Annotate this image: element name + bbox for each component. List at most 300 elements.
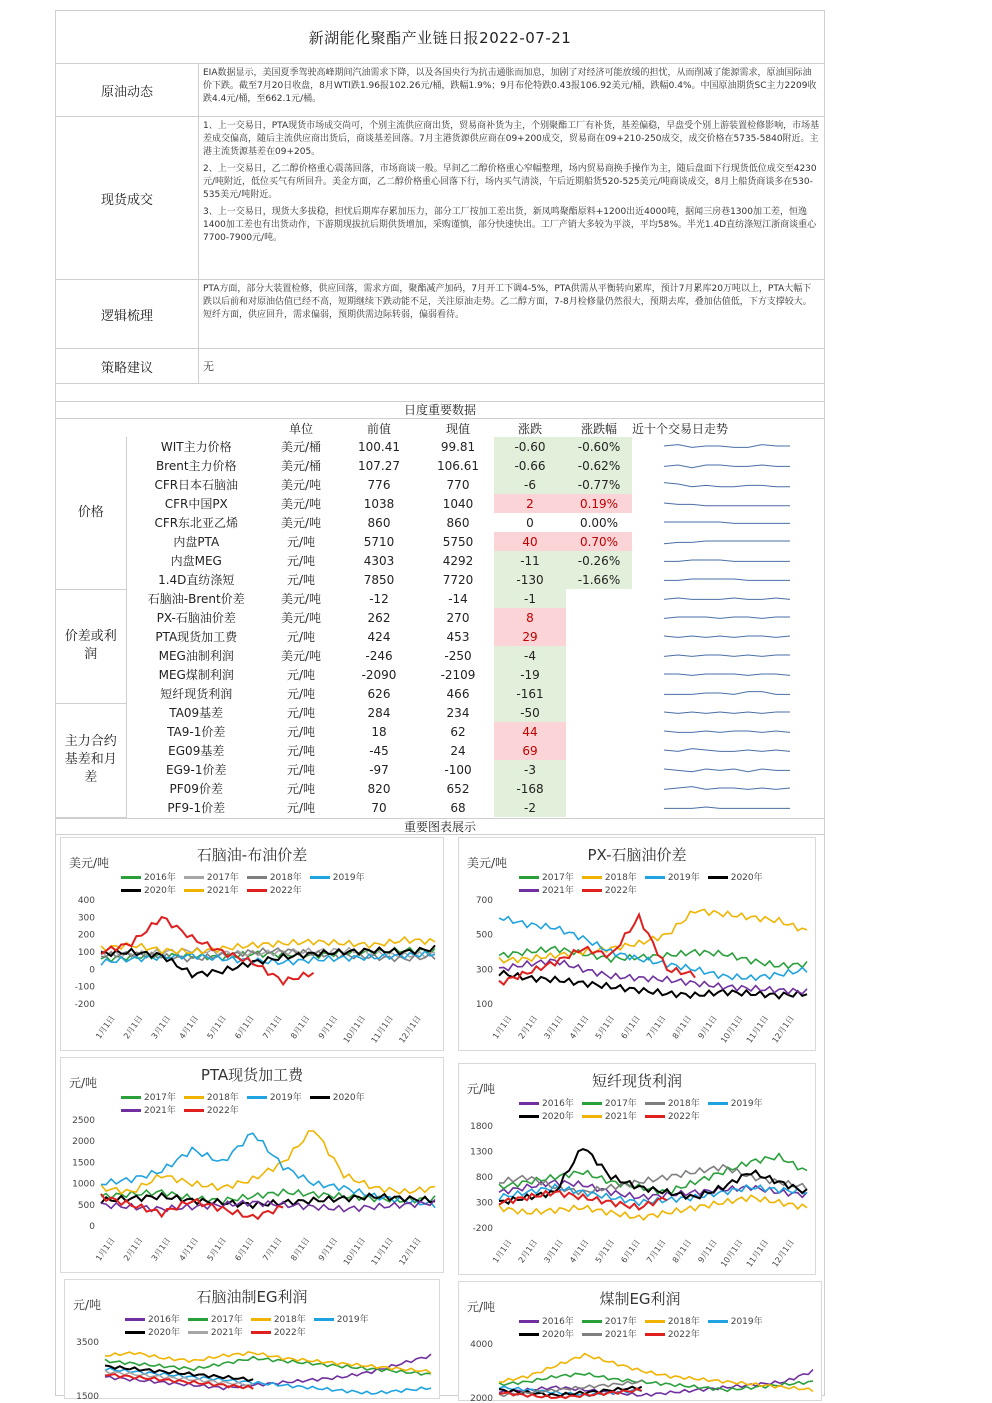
table-row <box>56 513 824 532</box>
y-tick-label: -100 <box>74 982 95 993</box>
cur-value: 860 <box>446 515 470 530</box>
table-row <box>56 779 824 798</box>
x-tick-label: 4月1日 <box>568 1013 591 1041</box>
sparkline <box>658 779 798 795</box>
prev-value: 70 <box>371 800 387 815</box>
x-tick-label: 11月1日 <box>369 1013 395 1045</box>
legend-label: 2017年 <box>210 1314 243 1325</box>
legend-label: 2018年 <box>206 1092 239 1103</box>
paragraph: 3、上一交易日，现货大多拔稳，担忧后期库存累加压力，部分工厂按加工差出货，新凤鸣聚酯原料+1200出近4000吨，据闻三房巷1300加工差，恒逸1400加工差也有出货动作，下游期现拔抗后期供货增加，采购谨慎，部分快速快出。工厂产销大多较为平淡，平均58%。半光1.4D直纺涤短江浙商谈重心7700-7900元/吨。 <box>203 207 817 243</box>
sparkline-path <box>664 769 790 772</box>
chart-svg <box>459 1064 817 1276</box>
x-tick-label: 4月1日 <box>568 1237 591 1265</box>
legend-label: 2022年 <box>604 885 637 896</box>
x-tick-label: 4月1日 <box>177 1013 201 1041</box>
cur-value: -2109 <box>440 667 476 682</box>
unit-cell: 元/吨 <box>286 554 316 568</box>
sparkline-path <box>664 807 790 808</box>
daily-data-table <box>56 419 824 818</box>
table-row <box>56 741 824 760</box>
prev-value: 100.41 <box>358 439 400 454</box>
sparkline <box>658 513 798 529</box>
table-row <box>56 684 824 703</box>
y-tick-label: 2000 <box>470 1393 493 1402</box>
chart-svg <box>61 838 445 1052</box>
x-tick-label: 8月1日 <box>670 1237 694 1265</box>
x-tick-label: 5月1日 <box>205 1235 228 1263</box>
sparkline-path <box>664 598 790 599</box>
table-row <box>56 456 824 475</box>
x-tick-label: 12月1日 <box>397 1235 423 1267</box>
sparkline-cell <box>632 703 824 722</box>
sparkline-path <box>664 560 790 561</box>
spacer <box>56 384 824 402</box>
sparkline-path <box>664 787 790 790</box>
y-tick-label: -200 <box>472 1223 493 1234</box>
change-value: -50 <box>494 703 566 722</box>
cur-value: -250 <box>444 648 472 663</box>
sparkline-cell <box>632 741 824 760</box>
series-line <box>499 1353 813 1391</box>
sparkline-path <box>664 522 790 523</box>
prev-value: 7850 <box>363 572 395 587</box>
legend-label: 2019年 <box>730 1316 763 1327</box>
section-crude <box>56 64 824 117</box>
change-pct <box>566 722 632 741</box>
sparkline-path <box>664 445 790 448</box>
sparkline-cell <box>632 665 824 684</box>
unit-cell: 元/吨 <box>286 668 316 682</box>
sparkline-path <box>664 655 790 656</box>
change-value: -6 <box>494 475 566 494</box>
legend-label: 2021年 <box>210 1327 243 1338</box>
x-tick-label: 1月1日 <box>94 1013 117 1041</box>
paragraph: EIA数据显示，美国夏季驾驶高峰期间汽油需求下降，以及各国央行为抗击通胀而加息，加剧了对经济可能放缓的担忧，从而削减了能源需求，原油国际油价下跌。截至7月20日收盘，8月WTI跌1.96报102.26元/桶，跌幅1.9%；9月布伦特跌0.43报106.92美元/桶，跌幅0.4%。中国原油期货SC主力2209收跌4.4元/桶，至662.1元/桶。 <box>203 68 817 104</box>
column-header: 现值 <box>445 421 470 436</box>
prev-value: 5710 <box>363 534 395 549</box>
section-text <box>199 280 824 348</box>
y-tick-label: 1300 <box>470 1147 493 1157</box>
legend-label: 2019年 <box>667 872 700 883</box>
item-name: 内盘MEG <box>170 554 222 568</box>
legend-label: 2022年 <box>269 885 302 896</box>
x-tick-label: 6月1日 <box>233 1013 256 1041</box>
change-value: 29 <box>494 627 566 646</box>
legend-label: 2022年 <box>206 1105 239 1116</box>
y-tick-label: 300 <box>475 1198 493 1208</box>
legend-label: 2021年 <box>144 1105 176 1116</box>
item-name: WIT主力价格 <box>160 440 232 454</box>
legend-label: 2017年 <box>604 1316 637 1327</box>
legend-label: 2020年 <box>730 872 763 883</box>
sparkline-path <box>664 692 790 695</box>
sparkline-path <box>664 731 790 732</box>
table-row <box>56 703 824 722</box>
prev-value: 262 <box>367 610 391 625</box>
prev-value: 776 <box>367 477 391 492</box>
cur-value: 62 <box>450 724 466 739</box>
change-pct: 0.70% <box>566 532 632 551</box>
legend-label: 2017年 <box>542 872 574 883</box>
column-header: 前值 <box>366 421 391 436</box>
sparkline <box>658 646 798 662</box>
y-tick-label: 200 <box>77 930 95 941</box>
series-line <box>499 970 807 998</box>
item-name: 1.4D直纺涤短 <box>158 573 235 587</box>
change-value: 69 <box>494 741 566 760</box>
x-tick-label: 6月1日 <box>233 1235 256 1263</box>
sparkline-cell <box>632 437 824 456</box>
series-line <box>105 1351 431 1372</box>
cur-value: 24 <box>450 743 466 758</box>
item-name: 内盘PTA <box>173 535 220 549</box>
sparkline-path <box>664 749 790 752</box>
sparkline <box>658 703 798 719</box>
legend-label: 2018年 <box>667 1316 700 1327</box>
unit-cell: 美元/吨 <box>280 478 322 492</box>
table-row <box>56 494 824 513</box>
x-tick-label: 2月1日 <box>516 1013 540 1041</box>
sparkline-path <box>664 617 790 618</box>
cur-value: 7720 <box>442 572 474 587</box>
x-tick-label: 5月1日 <box>593 1237 617 1265</box>
legend-label: 2018年 <box>269 872 302 883</box>
legend-label: 2020年 <box>148 1327 180 1338</box>
item-name: TA09基差 <box>169 706 224 720</box>
cur-value: 4292 <box>442 553 474 568</box>
sparkline-path <box>664 712 790 713</box>
chart-title: 短纤现货利润 <box>591 1071 682 1090</box>
legend-label: 2018年 <box>667 1098 700 1109</box>
change-pct: 0.00% <box>579 515 619 530</box>
chart-title: 石脑油制EG利润 <box>196 1287 308 1306</box>
legend-label: 2021年 <box>604 1329 637 1340</box>
item-name: EG09基差 <box>168 744 225 758</box>
legend-label: 2021年 <box>604 1111 637 1122</box>
y-tick-label: 100 <box>77 947 95 958</box>
unit-cell: 元/吨 <box>286 573 316 587</box>
item-name: MEG油制利润 <box>158 649 234 663</box>
x-tick-label: 12月1日 <box>397 1013 423 1045</box>
x-tick-label: 1月1日 <box>94 1235 117 1263</box>
table-row <box>56 798 824 817</box>
sparkline <box>658 437 798 453</box>
change-value: -168 <box>494 779 566 798</box>
item-name: PX-石脑油价差 <box>156 611 236 625</box>
unit-cell: 元/吨 <box>286 725 316 739</box>
item-name: 石脑油-Brent价差 <box>147 592 245 606</box>
y-tick-label: 1000 <box>72 1179 95 1190</box>
sparkline <box>658 551 798 567</box>
change-value: -161 <box>494 684 566 703</box>
legend-label: 2022年 <box>667 1329 700 1340</box>
section-text <box>199 117 824 279</box>
unit-cell: 元/吨 <box>286 801 316 815</box>
table-row <box>56 646 824 665</box>
sparkline <box>658 627 798 643</box>
report-title: 新湖能化聚酯产业链日报2022-07-21 <box>56 11 824 64</box>
item-name: EG9-1价差 <box>166 763 227 777</box>
sparkline-cell <box>632 646 824 665</box>
unit-cell: 元/吨 <box>286 706 316 720</box>
item-name: PTA现货加工费 <box>155 630 238 644</box>
chart-title: 石脑油-布油价差 <box>196 845 308 864</box>
paragraph: PTA方面，部分大装置检修，供应回落，需求方面，聚酯减产加码，7月开工下调4-5%，PTA供需从平衡转向累库，预计7月累库20万吨以上，PTA大幅下跌以后前和对原油估值已经不高，短期继续下跌动能不足，关注原油走势。乙二醇方面，7-8月检修量仍然很大，预期去库，叠加估值低，下方支撑较大。短纤方面，供应回升，需求偏弱，预期供需边际转弱，偏弱看待。 <box>203 284 812 320</box>
sparkline-cell <box>632 589 824 608</box>
series-line <box>105 1374 253 1389</box>
x-tick-label: 4月1日 <box>177 1235 201 1263</box>
table-row <box>56 570 824 589</box>
cur-value: -100 <box>444 762 472 777</box>
table-row <box>56 437 824 456</box>
chart-svg <box>61 1058 445 1274</box>
chart-panel <box>458 837 816 1051</box>
prev-value: 820 <box>367 781 391 796</box>
y-tick-label: 300 <box>475 964 493 975</box>
item-name: Brent主力价格 <box>155 459 237 473</box>
x-tick-label: 10月1日 <box>341 1013 368 1045</box>
legend-label: 2016年 <box>148 1314 180 1325</box>
charts-title: 重要图表展示 <box>56 818 824 835</box>
cur-value: 466 <box>446 686 470 701</box>
change-pct <box>566 779 632 798</box>
x-tick-label: 9月1日 <box>696 1013 719 1041</box>
item-name: CFR东北亚乙烯 <box>154 516 239 530</box>
x-tick-label: 10月1日 <box>341 1235 368 1267</box>
sparkline <box>658 456 798 472</box>
legend-label: 2021年 <box>206 885 239 896</box>
legend-label: 2016年 <box>542 1316 574 1327</box>
section-spot <box>56 117 824 280</box>
change-value: 40 <box>494 532 566 551</box>
sparkline-cell <box>632 722 824 741</box>
y-tick-label: 1500 <box>72 1157 95 1168</box>
change-pct <box>566 760 632 779</box>
item-name: TA9-1价差 <box>167 725 226 739</box>
group-label: 价格 <box>56 437 126 589</box>
legend-label: 2017年 <box>604 1098 637 1109</box>
item-name: 短纤现货利润 <box>160 687 233 701</box>
prev-value: -2090 <box>361 667 397 682</box>
sparkline <box>658 741 798 757</box>
chart-svg <box>459 1282 823 1402</box>
change-value: 8 <box>494 608 566 627</box>
sparkline-cell <box>632 494 824 513</box>
table-row <box>56 589 824 608</box>
section-logic <box>56 280 824 349</box>
unit-cell: 元/吨 <box>286 535 316 549</box>
x-tick-label: 11月1日 <box>744 1013 771 1045</box>
legend-label: 2018年 <box>273 1314 306 1325</box>
legend-label: 2020年 <box>332 1092 365 1103</box>
column-header: 涨跌 <box>517 421 542 436</box>
item-name: CFR中国PX <box>164 497 228 511</box>
x-tick-label: 3月1日 <box>542 1013 565 1041</box>
item-name: PF09价差 <box>169 782 223 796</box>
legend-label: 2022年 <box>667 1111 700 1122</box>
chart-unit: 美元/吨 <box>69 855 110 870</box>
column-header: 单位 <box>288 421 313 436</box>
sparkline-path <box>664 541 790 544</box>
x-tick-label: 3月1日 <box>542 1237 565 1265</box>
change-pct <box>566 741 632 760</box>
chart-unit: 元/吨 <box>467 1299 496 1314</box>
sparkline-cell <box>632 798 824 817</box>
prev-value: -246 <box>365 648 393 663</box>
prev-value: -45 <box>369 743 389 758</box>
table-row <box>56 722 824 741</box>
cur-value: 99.81 <box>440 439 476 454</box>
legend-label: 2016年 <box>542 1098 574 1109</box>
change-value: -0.60 <box>494 437 566 456</box>
y-tick-label: 300 <box>77 912 95 923</box>
change-value: -3 <box>494 760 566 779</box>
x-tick-label: 10月1日 <box>719 1237 745 1269</box>
sparkline-cell <box>632 475 824 494</box>
unit-cell: 美元/吨 <box>280 592 322 606</box>
header-cell <box>56 419 126 437</box>
cur-value: 5750 <box>442 534 474 549</box>
legend-label: 2019年 <box>332 872 365 883</box>
cur-value: 770 <box>446 477 470 492</box>
legend-label: 2016年 <box>144 872 176 883</box>
x-tick-label: 11月1日 <box>744 1237 771 1269</box>
group-label: 主力合约基差和月差 <box>56 703 126 817</box>
x-tick-label: 9月1日 <box>316 1013 340 1041</box>
section-label: 原油动态 <box>56 64 199 116</box>
table-row <box>56 665 824 684</box>
sparkline <box>658 665 798 681</box>
column-header: 涨跌幅 <box>580 421 617 436</box>
x-tick-label: 7月1日 <box>645 1013 668 1041</box>
unit-cell: 元/吨 <box>286 782 316 796</box>
change-pct <box>566 646 632 665</box>
chart-unit: 元/吨 <box>73 1297 102 1312</box>
x-tick-label: 10月1日 <box>719 1013 745 1045</box>
paragraph: 1、上一交易日，PTA现货市场成交尚可，个别主流供应商出货，贸易商补货为主，个别聚酯工厂有补货，基差偏稳，早盘受个别上游装置检修影响，市场基差成交偏高，随后主流供应商出货后，商谈基差回落。7月主港货源供应商在09+200成交，贸易商在09+210-250成交，成交价格在5735-5840附近。主港主流货源基差在09+205。 <box>203 121 820 157</box>
paragraph: 2、上一交易日，乙二醇价格重心震荡回落，市场商谈一般。早间乙二醇价格重心窄幅整理，场内贸易商换手操作为主，随后盘面下行现货低位成交至4230元/吨附近，低位买气有所回升。美金方面，乙二醇价格重心回落下行，场内买气清淡，午后近期船货520-525美元/吨商谈成交，8月上船货商谈多在530-535美元/吨附近。 <box>203 164 817 200</box>
y-tick-label: 4000 <box>470 1339 493 1350</box>
prev-value: -12 <box>369 591 389 606</box>
cur-value: 68 <box>450 800 466 815</box>
prev-value: 107.27 <box>358 458 400 473</box>
prev-value: -97 <box>369 762 389 777</box>
unit-cell: 美元/吨 <box>280 497 322 511</box>
change-pct: -0.60% <box>566 437 632 456</box>
change-pct <box>566 608 632 627</box>
x-tick-label: 7月1日 <box>261 1235 284 1263</box>
chart-title: 煤制EG利润 <box>599 1289 681 1308</box>
chart-unit: 元/吨 <box>69 1075 98 1090</box>
change-value: -19 <box>494 665 566 684</box>
sparkline-cell <box>632 608 824 627</box>
chart-unit: 美元/吨 <box>467 855 508 870</box>
chart-unit: 元/吨 <box>467 1081 496 1096</box>
x-tick-label: 9月1日 <box>696 1237 719 1265</box>
group-label: 价差或利润 <box>56 589 126 703</box>
sparkline <box>658 494 798 510</box>
change-value: -130 <box>494 570 566 589</box>
change-pct <box>566 798 632 817</box>
item-name: CFR日本石脑油 <box>154 478 239 492</box>
change-pct <box>566 627 632 646</box>
change-value: -2 <box>494 798 566 817</box>
legend-label: 2021年 <box>542 885 574 896</box>
sparkline-cell <box>632 456 824 475</box>
sparkline-cell <box>632 760 824 779</box>
sparkline-cell <box>632 570 824 589</box>
change-pct: -0.26% <box>566 551 632 570</box>
chart-svg <box>65 1280 441 1400</box>
cur-value: 106.61 <box>437 458 479 473</box>
chart-panel <box>458 1281 822 1401</box>
unit-cell: 美元/吨 <box>280 611 322 625</box>
x-tick-label: 1月1日 <box>491 1237 514 1265</box>
change-value: 2 <box>494 494 566 513</box>
change-pct: -1.66% <box>566 570 632 589</box>
change-value: 44 <box>494 722 566 741</box>
daily-data-title: 日度重要数据 <box>56 402 824 419</box>
sparkline-cell <box>632 551 824 570</box>
y-tick-label: -200 <box>74 999 95 1010</box>
charts-area <box>56 835 824 1402</box>
legend-label: 2020年 <box>144 885 176 896</box>
x-tick-label: 8月1日 <box>288 1235 312 1263</box>
series-line <box>101 1131 435 1194</box>
sparkline-path <box>664 579 790 580</box>
sparkline-cell <box>632 627 824 646</box>
series-line <box>499 916 807 980</box>
chart-panel <box>64 1279 440 1399</box>
legend-label: 2020年 <box>542 1111 574 1122</box>
cur-value: 652 <box>446 781 470 796</box>
prev-value: 4303 <box>363 553 395 568</box>
chart-svg <box>459 838 817 1052</box>
sparkline <box>658 684 798 700</box>
sparkline-cell <box>632 684 824 703</box>
change-value: 0 <box>526 515 534 530</box>
cur-value: 270 <box>446 610 470 625</box>
series-line <box>499 1195 807 1220</box>
unit-cell: 美元/吨 <box>280 516 322 530</box>
x-tick-label: 6月1日 <box>619 1237 642 1265</box>
y-tick-label: 1500 <box>76 1391 99 1400</box>
change-pct <box>566 703 632 722</box>
prev-value: 860 <box>367 515 391 530</box>
column-header: 近十个交易日走势 <box>632 421 729 436</box>
y-tick-label: 800 <box>475 1172 493 1183</box>
change-value: -1 <box>494 589 566 608</box>
x-tick-label: 2月1日 <box>121 1235 145 1263</box>
section-strategy <box>56 349 824 384</box>
table-row <box>56 532 824 551</box>
table-row <box>56 627 824 646</box>
y-tick-label: 3500 <box>76 1337 99 1348</box>
prev-value: 284 <box>367 705 391 720</box>
y-tick-label: 400 <box>77 895 95 906</box>
report-sheet <box>55 10 825 1402</box>
change-pct <box>566 684 632 703</box>
table-row <box>56 760 824 779</box>
sparkline <box>658 608 798 624</box>
legend-label: 2020年 <box>542 1329 574 1340</box>
unit-cell: 美元/桶 <box>280 440 322 454</box>
legend-label: 2019年 <box>269 1092 302 1103</box>
chart-title: PX-石脑油价差 <box>587 845 687 864</box>
sparkline-path <box>664 483 790 487</box>
item-name: PF9-1价差 <box>167 801 226 815</box>
x-tick-label: 12月1日 <box>770 1013 796 1045</box>
